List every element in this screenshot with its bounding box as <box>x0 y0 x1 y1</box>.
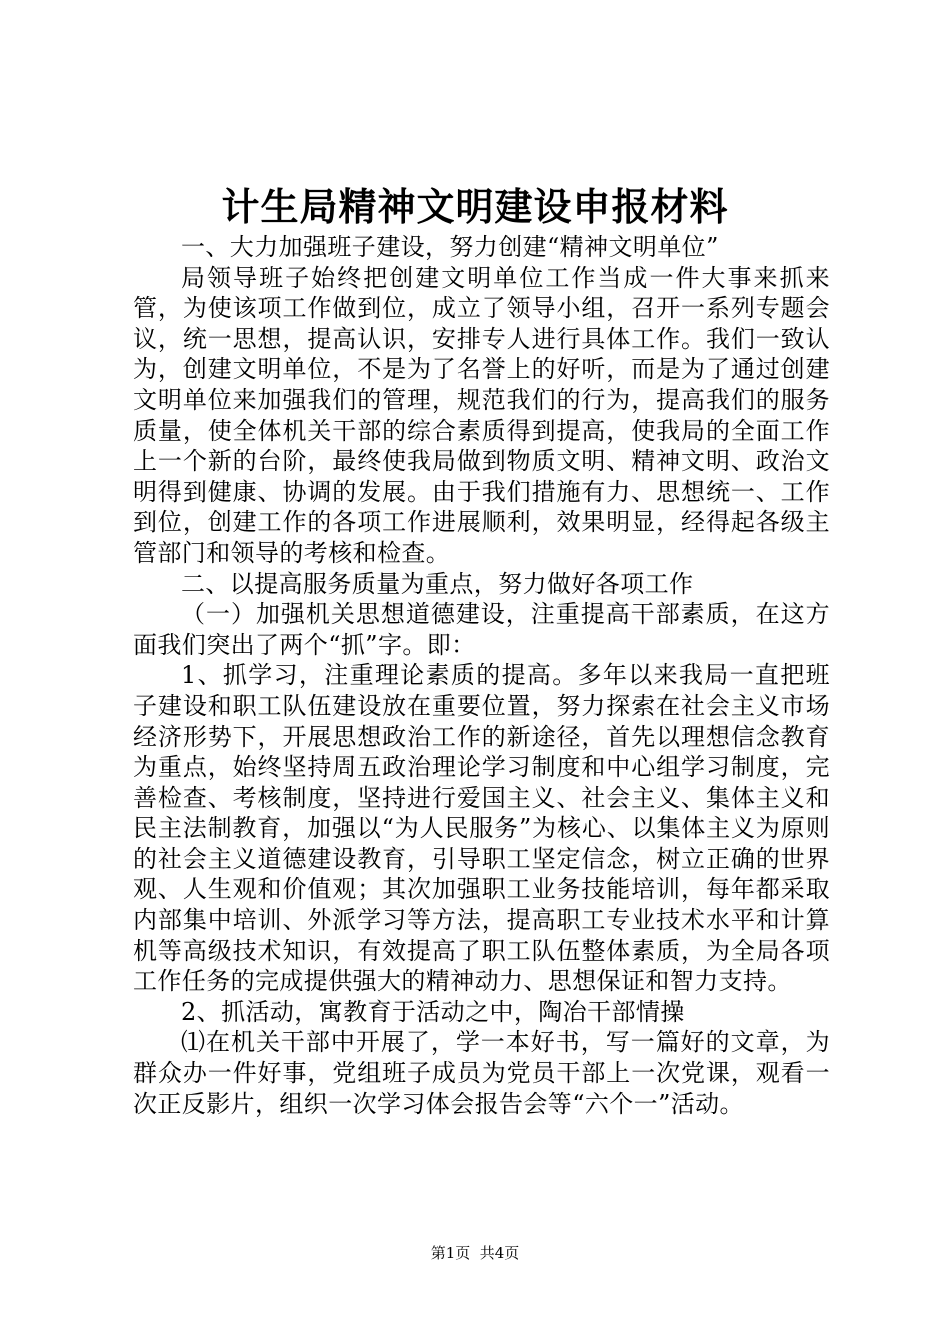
document-title: 计生局精神文明建设申报材料 <box>221 184 729 229</box>
document-body <box>133 232 830 1119</box>
paragraph-study: 1、抓学习，注重理论素质的提高。多年以来我局一直把班子建设和职工队伍建设放在重要位置，努力探索在社会主义市场经济形势下，开展思想政治工作的新途径，首先以理想信念教育为重点，始终坚持周五政治理论学习制度和中心组学习制度，完善检查、考核制度，坚持进行爱国主义、社会主义、集体主义和民主法制教育，加强以“为人民服务”为核心、以集体主义为原则的社会主义道德建设教育，引导职工坚定信念，树立正确的世界观、人生观和价值观；其次加强职工业务技能培训，每年都采取内部集中培训、外派学习等方法，提高职工专业技术水平和计算机等高级技术知识，有效提高了职工队伍整体素质，为全局各项工作任务的完成提供强大的精神动力、思想保证和智力支持。 <box>133 661 830 996</box>
section-heading-1: 一、大力加强班子建设，努力创建“精神文明单位” <box>181 233 719 261</box>
item-heading-activities: 2、抓活动，寓教育于活动之中，陶冶干部情操 <box>181 997 685 1026</box>
paragraph-six-ones: ⑴在机关干部中开展了，学一本好书，写一篇好的文章，为群众办一件好事，党组班子成员为党员干部上一次党课，观看一次正反影片，组织一次学习体会报告会等“六个一”活动。 <box>133 1028 830 1118</box>
subsection-heading-1: （一）加强机关思想道德建设，注重提高干部素质，在这方面我们突出了两个“抓”字。即： <box>133 600 830 659</box>
section-heading-2: 二、以提高服务质量为重点，努力做好各项工作 <box>181 569 694 598</box>
page-number-footer: 第1页 共4页 <box>430 1244 520 1262</box>
paragraph-leadership: 局领导班子始终把创建文明单位工作当成一件大事来抓来管，为使该项工作做到位，成立了领导小组，召开一系列专题会议，统一思想，提高认识，安排专人进行具体工作。我们一致认为，创建文明单位，不是为了名誉上的好听，而是为了通过创建文明单位来加强我们的管理，规范我们的行为，提高我们的服务质量，使全体机关干部的综合素质得到提高，使我局的全面工作上一个新的台阶，最终使我局做到物质文明、精神文明、政治文明得到健康、协调的发展。由于我们措施有力、思想统一、工作到位，创建工作的各项工作进展顺利，效果明显，经得起各级主管部门和领导的考核和检查。 <box>133 263 830 567</box>
